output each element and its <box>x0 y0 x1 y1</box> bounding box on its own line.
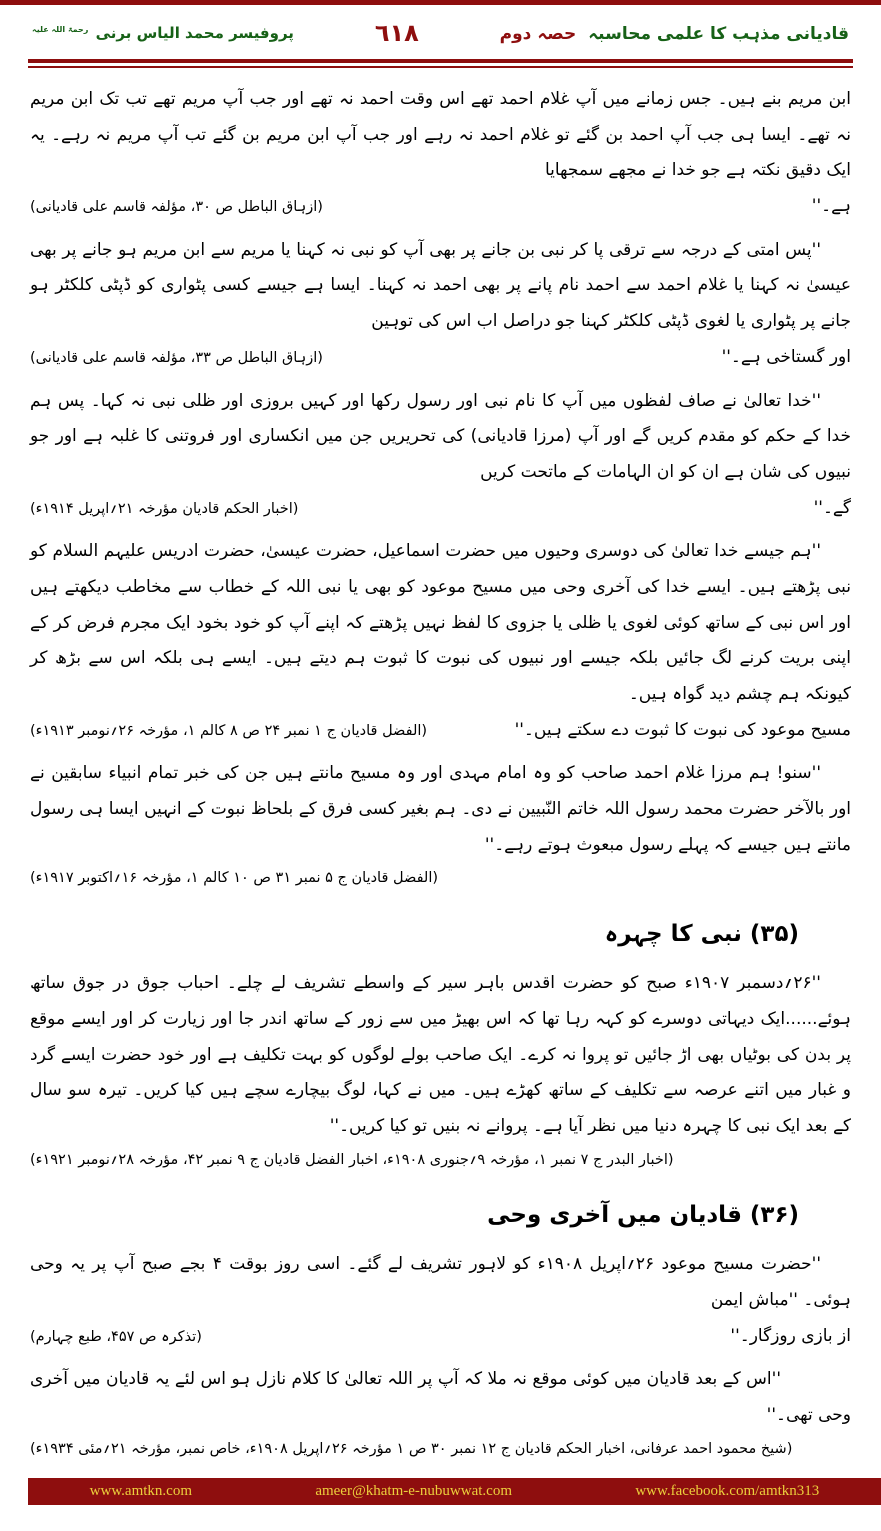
paragraph <box>30 233 851 376</box>
citation-line <box>30 713 851 749</box>
paragraph-text: ابن مریم بنے ہیں۔ جس زمانے میں آپ غلام احمد تھے اس وقت احمد نہ تھے اور جب آپ مریم تھے تب تک ابن مریم نہ تھے۔ ایسا ہی جب آپ احمد بن گئے تو غلام احمد نہ رہے اور جب آپ ابن مریم بن گئے تب آپ مریم نہ رہے۔ یہ ایک دقیق نکتہ ہے جو خدا نے مجھے سمجھایا <box>30 89 851 181</box>
author-name <box>32 24 294 42</box>
footer-link-email[interactable]: ameer@khatm-e-nubuwwat.com <box>315 1483 512 1499</box>
paragraph <box>30 384 851 527</box>
paragraph <box>30 82 851 225</box>
header-rule-thick <box>28 59 853 63</box>
citation: (اخبار البدر ج ۷ نمبر ۱، مؤرخہ ۹؍جنوری ۱۹۰۸ء، اخبار الفضل قادیان ج ۹ نمبر ۴۲، مؤرخہ ۲۸؍نومبر ۱۹۲۱ء) <box>30 1151 674 1168</box>
page-number: ٦١٨ <box>374 19 419 47</box>
paragraph <box>30 1362 851 1464</box>
footer-bar <box>28 1478 881 1505</box>
citation-line <box>30 491 851 527</box>
book-title <box>500 23 849 44</box>
section-heading-35: (۳۵) نبی کا چہرہ <box>604 920 799 947</box>
paragraph-tail: گے۔'' <box>813 497 851 518</box>
citation: (ازہاق الباطل ص ۳۰، مؤلفہ قاسم علی قادیانی) <box>30 199 323 216</box>
paragraph-tail: ہے۔'' <box>811 196 851 217</box>
paragraph <box>30 756 851 894</box>
paragraph-text: ''اس کے بعد قادیان میں کوئی موقع نہ ملا کہ آپ پر اللہ تعالیٰ کا کلام نازل ہو اس لئے یہ قادیان میں آخری وحی تھی۔'' <box>30 1369 851 1426</box>
book-title-main: قادیانی مذہب کا علمی محاسبہ <box>588 23 849 44</box>
page-header <box>0 5 881 51</box>
citation: (تذکرہ ص ۴۵۷، طبع چہارم) <box>30 1328 202 1345</box>
citation-line <box>30 340 851 376</box>
citation-line <box>30 1319 851 1355</box>
footer-link-facebook[interactable]: www.facebook.com/amtkn313 <box>635 1483 820 1499</box>
citation-line <box>30 1434 851 1464</box>
paragraph-text: ''ہم جیسے خدا تعالیٰ کی دوسری وحیوں میں حضرت اسماعیل، حضرت عیسیٰ، حضرت ادریس علیہم السلام کو نبی پڑھتے ہیں۔ ایسے خدا کی آخری وحی میں مسیح موعود کو بھی یا نبی اللہ کے خطاب سے مخاطب دیکھتے ہیں اور اس نبی کے ساتھ کوئی لغوی یا ظلی یا جزوی کا لفظ نہیں پڑھتے کہ اپنے آپ کو خود بخود ایک مجرم فرض کر کے اپنی بریت کرنے لگ جائیں بلکہ جیسے اور نبیوں کی نبوت کا ثبوت ہم دیتے ہیں۔ ایسے ہی بلکہ اس سے بڑھ کر کیونکہ ہم چشم دید گواہ ہیں۔ <box>30 541 851 704</box>
paragraph <box>30 534 851 748</box>
citation: (اخبار الحکم قادیان مؤرخہ ۲۱؍اپریل ۱۹۱۴ء) <box>30 500 299 517</box>
book-title-part: حصہ دوم <box>499 23 577 44</box>
paragraph-text: ''حضرت مسیح موعود ۲۶؍اپریل ۱۹۰۸ء کو لاہور تشریف لے گئے۔ اسی روز بوقت ۴ بجے صبح آپ پر یہ وحی ہوئی۔ ''مباش ایمن <box>30 1254 851 1311</box>
citation: (الفضل قادیان ج ۵ نمبر ۳۱ ص ۱۰ کالم ۱، مؤرخہ ۱۶؍اکتوبر ۱۹۱۷ء) <box>30 870 439 887</box>
citation: (الفضل قادیان ج ۱ نمبر ۲۴ ص ۸ کالم ۱، مؤرخہ ۲۶؍نومبر ۱۹۱۳ء) <box>30 722 428 739</box>
citation-line <box>30 189 851 225</box>
paragraph-tail: مسیح موعود کی نبوت کا ثبوت دے سکتے ہیں۔'' <box>514 719 851 740</box>
author-honorific: رحمۃ اللہ علیہ <box>32 25 89 34</box>
paragraph-text: ''سنو! ہم مرزا غلام احمد صاحب کو وہ امام مہدی اور وہ مسیح مانتے ہیں جن کی خبر تمام انبیاء سابقین نے اور بالآخر حضرت محمد رسول اللہ خاتم النّبیین نے دی۔ ہم بغیر کسی فرق کے بلحاظ نبوت کے انہیں ایسا ہی رسول مانتے ہیں جیسے کہ پہلے رسول مبعوث ہوتے رہے۔'' <box>30 763 851 855</box>
paragraph-tail: از بازی روزگار۔'' <box>730 1325 851 1346</box>
paragraph-text: ''۲۶؍دسمبر ۱۹۰۷ء صبح کو حضرت اقدس باہر سیر کے واسطے تشریف لے چلے۔ احباب جوق در جوق ساتھ ہوئے......ایک دیہاتی دوسرے کو کہہ رہا تھا کہ اس بھیڑ میں سے زور کے ساتھ اندر جا اور زیارت کر اور ایسے موقع پر بدن کی بوٹیاں بھی اڑ جائیں تو پروا نہ کرے۔ ایک صاحب بولے لوگوں کو بہت تکلیف ہے اور خود حضرت ایسے گرد و غبار میں اتنے عرصہ سے تکلیف کے ساتھ کھڑے ہیں۔ میں نے کہا، لوگ بیچارے سچے ہیں کیا کریں۔ تیرہ سو سال کے بعد ایک نبی کا چہرہ دنیا میں نظر آیا ہے۔ پروانے نہ بنیں تو کیا کریں۔'' <box>30 973 851 1136</box>
footer-link-website[interactable]: www.amtkn.com <box>89 1483 192 1499</box>
paragraph-text: ''خدا تعالیٰ نے صاف لفظوں میں آپ کا نام نبی اور رسول رکھا اور کہیں بروزی اور ظلی نبی نہ کہا۔ پس ہم خدا کے حکم کو مقدم کریں گے اور آپ (مرزا قادیانی) کی تحریریں جن میں انکساری اور فروتنی کا غلبہ ہے اور جو نبیوں کی شان ہے ان کو ان الہامات کے ماتحت کریں <box>30 390 851 482</box>
section-heading-36: (۳۶) قادیان میں آخری وحی <box>487 1202 799 1229</box>
paragraph <box>30 966 851 1175</box>
paragraph-text: ''پس امتی کے درجہ سے ترقی پا کر نبی بن جانے پر بھی آپ کو نبی نہ کہنا یا مریم سے ابن مریم ہو جانے پر بھی عیسیٰ نہ کہنا یا غلام احمد سے احمد نام پانے پر بھی احمد نہ کہنا۔ ایسا ہے جیسے کسی پٹواری کو ڈپٹی کلکٹر ہو جانے پر پٹواری یا لغوی ڈپٹی کلکٹر کہنا جو دراصل اب اس کی توہین <box>30 239 851 332</box>
paragraph <box>30 1247 851 1354</box>
citation-line <box>30 1145 851 1175</box>
citation: (ازہاق الباطل ص ۳۳، مؤلفہ قاسم علی قادیانی) <box>30 349 323 366</box>
citation: (شیخ محمود احمد عرفانی، اخبار الحکم قادیان ج ۱۲ نمبر ۳۰ ص ۱ مؤرخہ ۲۶؍اپریل ۱۹۰۸ء، خاص نمبر، مؤرخہ ۲۱؍مئی ۱۹۳۴ء) <box>30 1440 793 1457</box>
citation-line <box>30 863 851 893</box>
body-text <box>0 68 881 1464</box>
paragraph-tail: اور گستاخی ہے۔'' <box>721 346 851 367</box>
author-text: پروفیسر محمد الیاس برنی <box>95 24 294 42</box>
